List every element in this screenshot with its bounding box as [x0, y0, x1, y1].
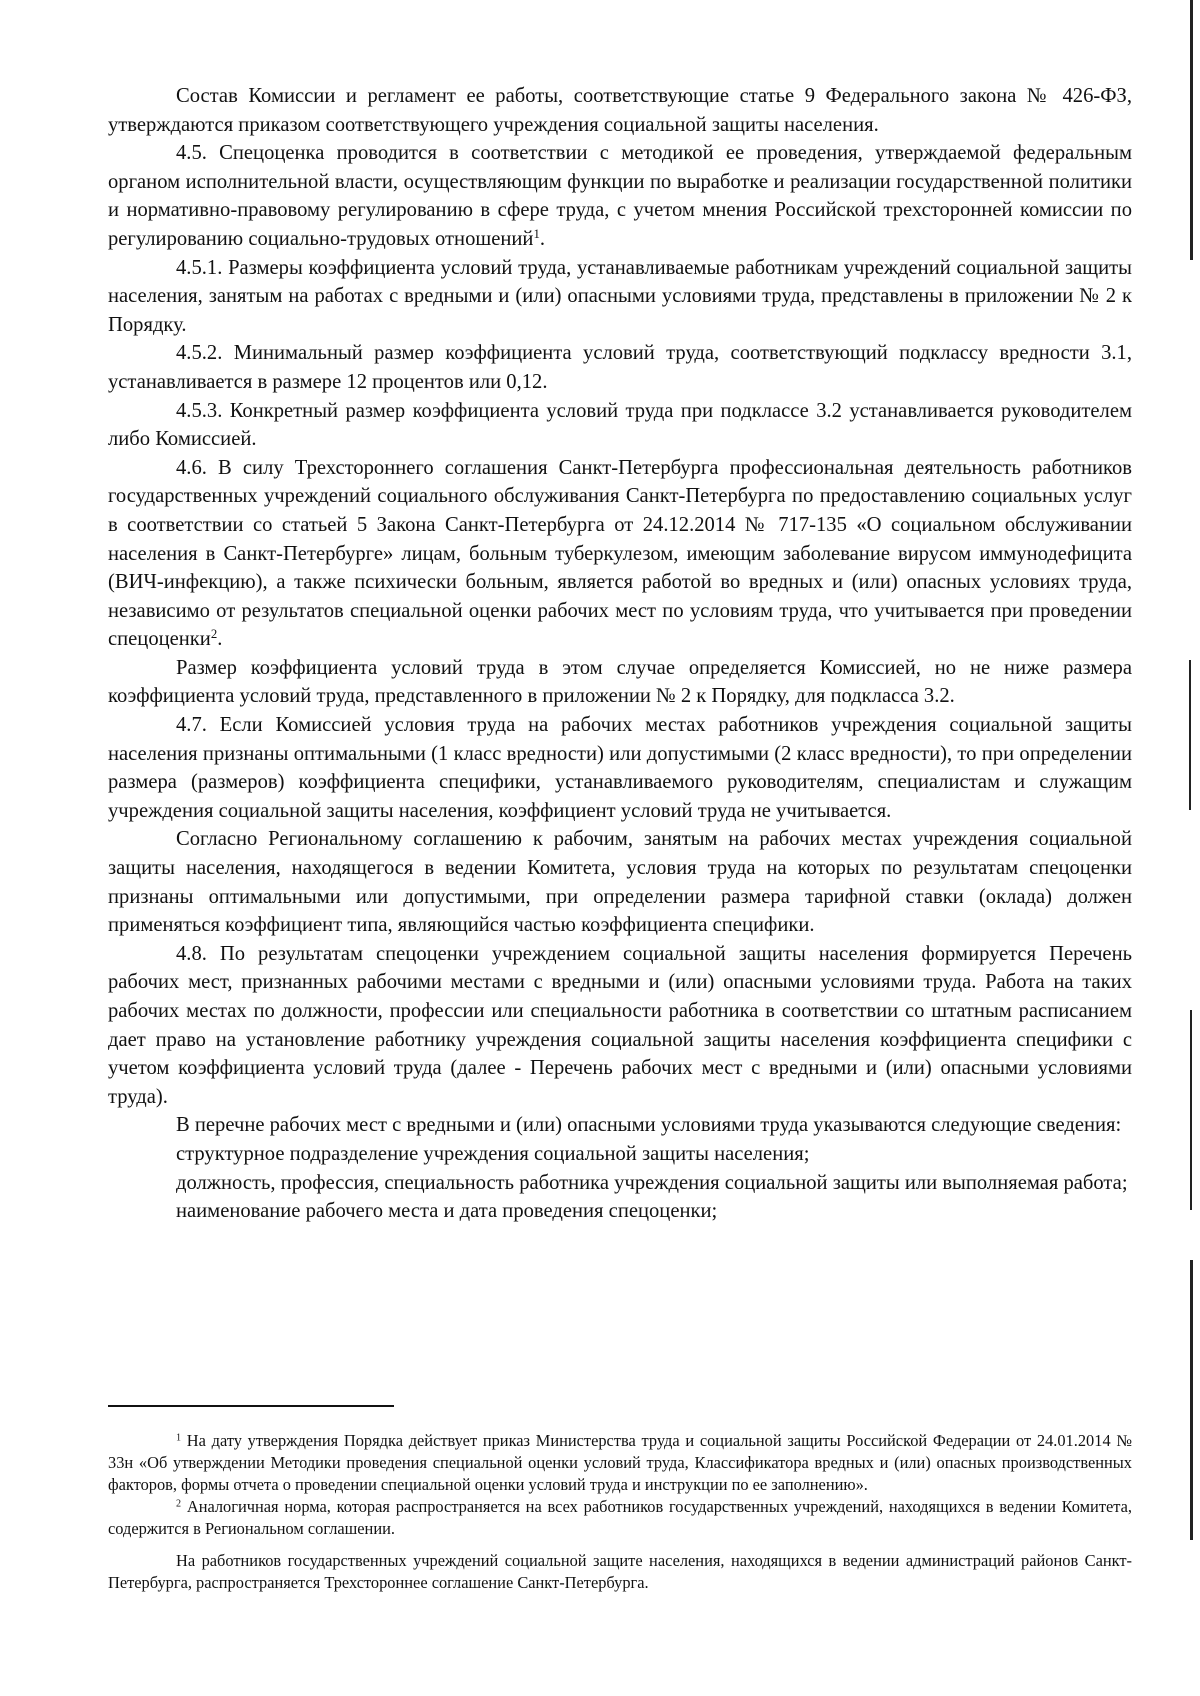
footnote-2-continuation: На работников государственных учреждений социальной защите населения, находящихся в ведении администраций районов Санкт-Петербурга, распространяется Трехстороннее соглашение Санкт-Петербурга. — [108, 1551, 1132, 1592]
scan-edge-line — [1190, 1260, 1193, 1540]
paragraph-4-8: 4.8. По результатам спецоценки учреждением социальной защиты населения формируется Перечень рабочих мест, признанных рабочими местами с вредными и (или) опасными условиями труда. Работа на таких рабочих местах по должности, профессии или специальности работника в соответствии со штатным расписанием дает право на установление работнику учреждения социальной защиты населения коэффициента специфики с учетом коэффициента условий труда (далее - Перечень рабочих мест с вредными и (или) опасными условиями труда). — [108, 942, 1132, 1108]
paragraph-list-intro: В перечне рабочих мест с вредными и (или) опасными условиями труда указываются следующие сведения: — [176, 1114, 1122, 1137]
paragraph-regional-agreement: Согласно Региональному соглашению к рабочим, занятым на рабочих местах учреждения социальной защиты населения, находящегося в ведении Комитета, условия труда на которых по результатам спецоценки признаны оптимальными или допустимыми, при определении размера тарифной ставки (оклада) должен применяться коэффициент типа, являющийся частью коэффициента специфики. — [108, 828, 1132, 937]
scan-edge-line — [1190, 1010, 1192, 1210]
list-item-position: должность, профессия, специальность работника учреждения социальной защиты или выполняемая работа; — [176, 1171, 1128, 1194]
scan-edge-line — [1189, 660, 1191, 810]
paragraph-4-5-1: 4.5.1. Размеры коэффициента условий труда, устанавливаемые работникам учреждений социальной защиты населения, занятым на работах с вредными и (или) опасными условиями труда, представлены в приложении № 2 к Порядку. — [108, 256, 1132, 336]
scan-edge-line — [1190, 0, 1193, 260]
footnote-2: $^2$ Аналогичная норма, которая распространяется на всех работников государственных учреждений, находящихся в ведении Комитета, содержится в Региональном соглашении. — [108, 1497, 1132, 1538]
list-item-workplace: наименование рабочего места и дата проведения спецоценки; — [176, 1200, 718, 1223]
paragraph-4-5-3: 4.5.3. Конкретный размер коэффициента условий труда при подклассе 3.2 устанавливается руководителем либо Комиссией. — [108, 399, 1132, 451]
paragraph-4-5-2: 4.5.2. Минимальный размер коэффициента условий труда, соответствующий подклассу вредности 3.1, устанавливается в размере 12 процентов или 0,12. — [108, 342, 1132, 393]
footnotes — [108, 1430, 1132, 1594]
footnote-mark-2: 2 — [176, 1498, 182, 1510]
paragraph-commission-composition: Состав Комиссии и регламент ее работы, соответствующие статье 9 Федерального закона № 426-ФЗ, утверждаются приказом соответствующего учреждения социальной защиты населения. — [108, 85, 1132, 136]
paragraph-4-7: 4.7. Если Комиссией условия труда на рабочих местах работников учреждения социальной защиты населения признаны оптимальными (1 класс вредности) или допустимыми (2 класс вредности), то при определении размера (размеров) коэффициента специфики, устанавливаемого руководителям, специалистам и служащим учреждения социальной защиты населения, коэффициент условий труда не учитывается. — [108, 714, 1132, 822]
list-item-division: структурное подразделение учреждения социальной защиты населения; — [176, 1142, 810, 1165]
footnote-divider — [108, 1405, 394, 1407]
footnote-1: $^1$ На дату утверждения Порядка действует приказ Министерства труда и социальной защиты Российской Федерации от 24.01.2014 № 33н «Об утверждении Методики проведения специальной оценки условий труда, Классификатора вредных и (или) опасных производственных факторов, формы отчета о проведении специальной оценки условий труда и инструкции по ее заполнению». — [108, 1431, 1132, 1494]
footnote-ref-2: 2 — [210, 627, 218, 642]
document-body — [108, 82, 1132, 1226]
footnote-ref-1: 1 — [533, 226, 540, 241]
paragraph-coefficient-size: Размер коэффициента условий труда в этом случае определяется Комиссией, но не ниже размера коэффициента условий труда, представленного в приложении № 2 к Порядку, для подкласса 3.2. — [108, 656, 1132, 708]
footnote-mark-1: 1 — [176, 1432, 182, 1444]
paragraph-4-5: 4.5. Спецоценка проводится в соответствии с методикой ее проведения, утверждаемой федеральным органом исполнительной власти, осуществляющим функции по выработке и реализации государственной политики и нормативно-правовому регулированию в сфере труда, с учетом мнения Российской трехсторонней комиссии по регулированию социально-трудовых отношений$^1$. — [108, 142, 1132, 250]
paragraph-4-6: 4.6. В силу Трехстороннего соглашения Санкт-Петербурга профессиональная деятельность работников государственных учреждений социального обслуживания Санкт-Петербурга по предоставлению социальных услуг в соответствии со статьей 5 Закона Санкт-Петербурга от 24.12.2014 № 717-135 «О социальном обслуживании населения в Санкт-Петербурге» лицам, больным туберкулезом, имеющим заболевание вирусом иммунодефицита (ВИЧ-инфекцию), а также психически больным, является работой во вредных и (или) опасных условиях труда, независимо от результатов специальной оценки рабочих мест по условиям труда, что учитывается при проведении спецоценки$^2$. — [108, 456, 1132, 651]
